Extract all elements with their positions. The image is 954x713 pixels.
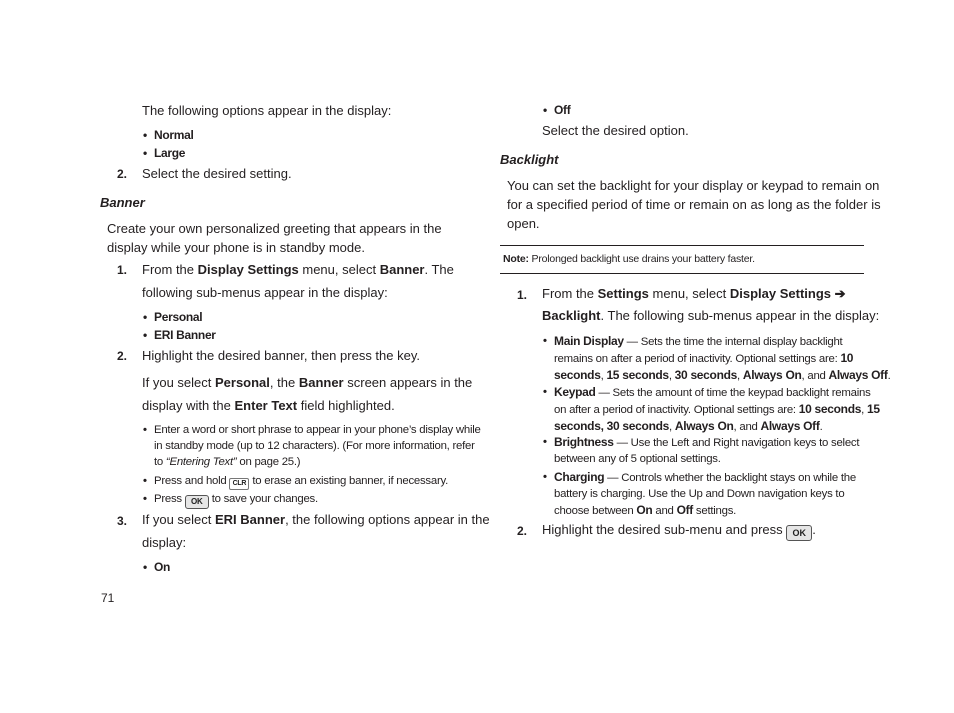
bullet-line <box>554 502 856 519</box>
text-run: Highlight the desired sub-menu and press <box>542 522 787 537</box>
text-run: From the <box>542 286 598 301</box>
text-run: Press and hold <box>154 475 230 487</box>
banner-description <box>107 219 442 257</box>
sub-bullet-press-hold <box>154 473 448 490</box>
note-rule-bottom <box>500 273 864 274</box>
option-large: • Large <box>154 145 185 162</box>
text-run: From the <box>142 262 198 277</box>
setting-value: Always On <box>674 419 734 433</box>
backlight-desc-line: for a specified period of time or remain on as long as the folder is <box>507 197 881 212</box>
backlight-step-2 <box>542 520 816 541</box>
step-number: 1. <box>117 263 128 277</box>
text-run: , <box>861 404 867 416</box>
step-number: 1. <box>517 288 528 302</box>
text-run: , and <box>733 421 761 433</box>
page-number: 71 <box>101 591 115 605</box>
option-normal: • Normal <box>154 127 194 144</box>
bullet-line: battery is charging. Use the Up and Down navigation keys to <box>554 488 845 500</box>
text-run: — Sets the amount of time the keypad backlight remains <box>595 387 871 399</box>
text-run: . The <box>424 262 454 277</box>
note-rule-top <box>500 245 864 246</box>
sub-bullet-line <box>154 454 481 470</box>
bullet-line <box>554 434 859 451</box>
text-run: menu, select <box>298 262 380 277</box>
setting-value: 30 seconds <box>674 368 738 382</box>
cross-reference: “Entering Text” <box>165 456 237 468</box>
setting-value: Always On <box>742 368 802 382</box>
text-run: screen appears in the <box>343 375 473 390</box>
note-label: Note: <box>503 253 529 265</box>
option-eri-banner: • ERI Banner <box>154 327 216 344</box>
backlight-heading: Backlight <box>500 152 559 167</box>
setting-value: seconds, 30 seconds <box>554 419 670 433</box>
bullet-line <box>554 401 880 418</box>
step-number: 2. <box>117 349 128 363</box>
text-run: , <box>600 370 607 382</box>
text-run: . The following sub-menus appear in the display: <box>600 308 880 323</box>
step-number: 2. <box>117 167 128 181</box>
bullet-line <box>554 384 880 401</box>
text-run: If you select <box>142 512 215 527</box>
text-run: menu, select <box>648 286 730 301</box>
text-run: . <box>887 370 891 382</box>
setting-value: Off <box>676 503 693 517</box>
option-name: Personal <box>214 375 270 390</box>
text-run: . <box>819 421 823 433</box>
text-run: , <box>737 370 743 382</box>
step-1-text-line2: following sub-menus appear in the display: <box>142 285 388 300</box>
setting-name: Keypad <box>554 385 596 399</box>
option-off: • Off <box>554 102 570 119</box>
setting-value: 15 seconds <box>606 368 669 382</box>
setting-name: Main Display <box>554 334 624 348</box>
step-text: Select the desired setting. <box>142 166 292 181</box>
backlight-desc-line: You can set the backlight for your display or keypad to remain on <box>507 178 880 193</box>
menu-name: Banner <box>379 262 425 277</box>
sub-bullet-line: • Enter a word or short phrase to appear in your phone’s display while <box>154 422 481 438</box>
banner-desc-line: display while your phone is in standby mode. <box>107 240 365 255</box>
step-number: 3. <box>117 514 128 528</box>
sub-bullet-line: in standby mode (up to 12 characters). (For more information, refer <box>154 440 475 452</box>
bullet-line <box>554 367 890 384</box>
menu-name: Display Settings <box>197 262 299 277</box>
text-run: on after a period of inactivity. Optional settings are: <box>554 404 799 416</box>
ok-key-icon: OK <box>786 525 812 541</box>
text-run: to save your changes. <box>208 493 318 505</box>
step-number: 2. <box>517 524 528 538</box>
bullet-line <box>554 469 856 486</box>
screen-name: Banner <box>298 375 344 390</box>
setting-value: seconds <box>554 368 601 382</box>
setting-value: 10 <box>840 351 854 365</box>
bullet-line <box>554 350 890 367</box>
setting-value: Always Off <box>760 419 820 433</box>
setting-name: Brightness <box>554 435 614 449</box>
menu-name: Backlight <box>542 308 601 323</box>
text-run: field highlighted. <box>297 398 395 413</box>
setting-value: 15 <box>866 402 880 416</box>
text-run: display with the <box>142 398 235 413</box>
backlight-step-1 <box>542 284 846 303</box>
note <box>503 253 755 265</box>
ok-key-icon: OK <box>185 495 209 509</box>
bullet-keypad <box>554 384 880 435</box>
step-3-text-line2: display: <box>142 535 187 550</box>
text-run: to <box>154 456 166 468</box>
select-option-text: Select the desired option. <box>542 123 689 138</box>
text-run: choose between <box>554 505 637 517</box>
option-name: ERI Banner <box>214 512 286 527</box>
sub-bullet-enter-text <box>154 422 481 470</box>
text-run: on page 25.) <box>236 456 301 468</box>
text-run: If you select <box>142 375 215 390</box>
backlight-desc-line: open. <box>507 216 540 231</box>
banner-heading: Banner <box>100 195 145 210</box>
text-run: , and <box>801 370 829 382</box>
option-personal: • Personal <box>154 309 202 326</box>
text-run: . <box>812 522 816 537</box>
text-run: Press <box>154 493 185 505</box>
text-run: — Sets the time the internal display backlight <box>623 336 843 348</box>
menu-name: Display Settings ➔ <box>729 286 846 301</box>
setting-value: On <box>636 503 653 517</box>
bullet-brightness <box>554 434 859 467</box>
intro-text: The following options appear in the display: <box>142 103 392 118</box>
text-run: , the <box>269 375 299 390</box>
backlight-description <box>507 176 881 233</box>
bullet-charging <box>554 469 856 519</box>
bullet-line <box>554 418 880 435</box>
banner-desc-line: Create your own personalized greeting that appears in the <box>107 221 442 236</box>
text-run: — Use the Left and Right navigation keys to select <box>613 437 860 449</box>
note-text: Prolonged backlight use drains your battery faster. <box>528 253 755 265</box>
step-3-text <box>142 510 490 529</box>
personal-info <box>142 373 472 392</box>
bullet-line: between any of 5 optional settings. <box>554 453 721 465</box>
backlight-step-1-line2 <box>542 306 879 325</box>
text-run: , <box>669 421 675 433</box>
sub-bullet-press-ok <box>154 491 318 509</box>
setting-value: 10 seconds <box>798 402 862 416</box>
text-run: — Controls whether the backlight stays on while the <box>604 472 856 484</box>
text-run: and <box>652 505 677 517</box>
step-1-text <box>142 260 454 279</box>
field-name: Enter Text <box>234 398 298 413</box>
bullet-line <box>554 333 890 350</box>
menu-name: Settings <box>597 286 649 301</box>
text-run: , <box>668 370 675 382</box>
clr-key-icon: CLR <box>229 478 249 490</box>
text-run: settings. <box>693 505 737 517</box>
text-run: to erase an existing banner, if necessary. <box>249 475 449 487</box>
text-run: remains on after a period of inactivity. Optional settings are: <box>554 353 841 365</box>
option-on: • On <box>154 559 170 576</box>
personal-info-line2 <box>142 396 395 415</box>
setting-name: Charging <box>554 470 605 484</box>
setting-value: Always Off <box>828 368 888 382</box>
step-2-text: Highlight the desired banner, then press the key. <box>142 348 420 363</box>
bullet-main-display <box>554 333 890 384</box>
text-run: , the following options appear in the <box>285 512 490 527</box>
